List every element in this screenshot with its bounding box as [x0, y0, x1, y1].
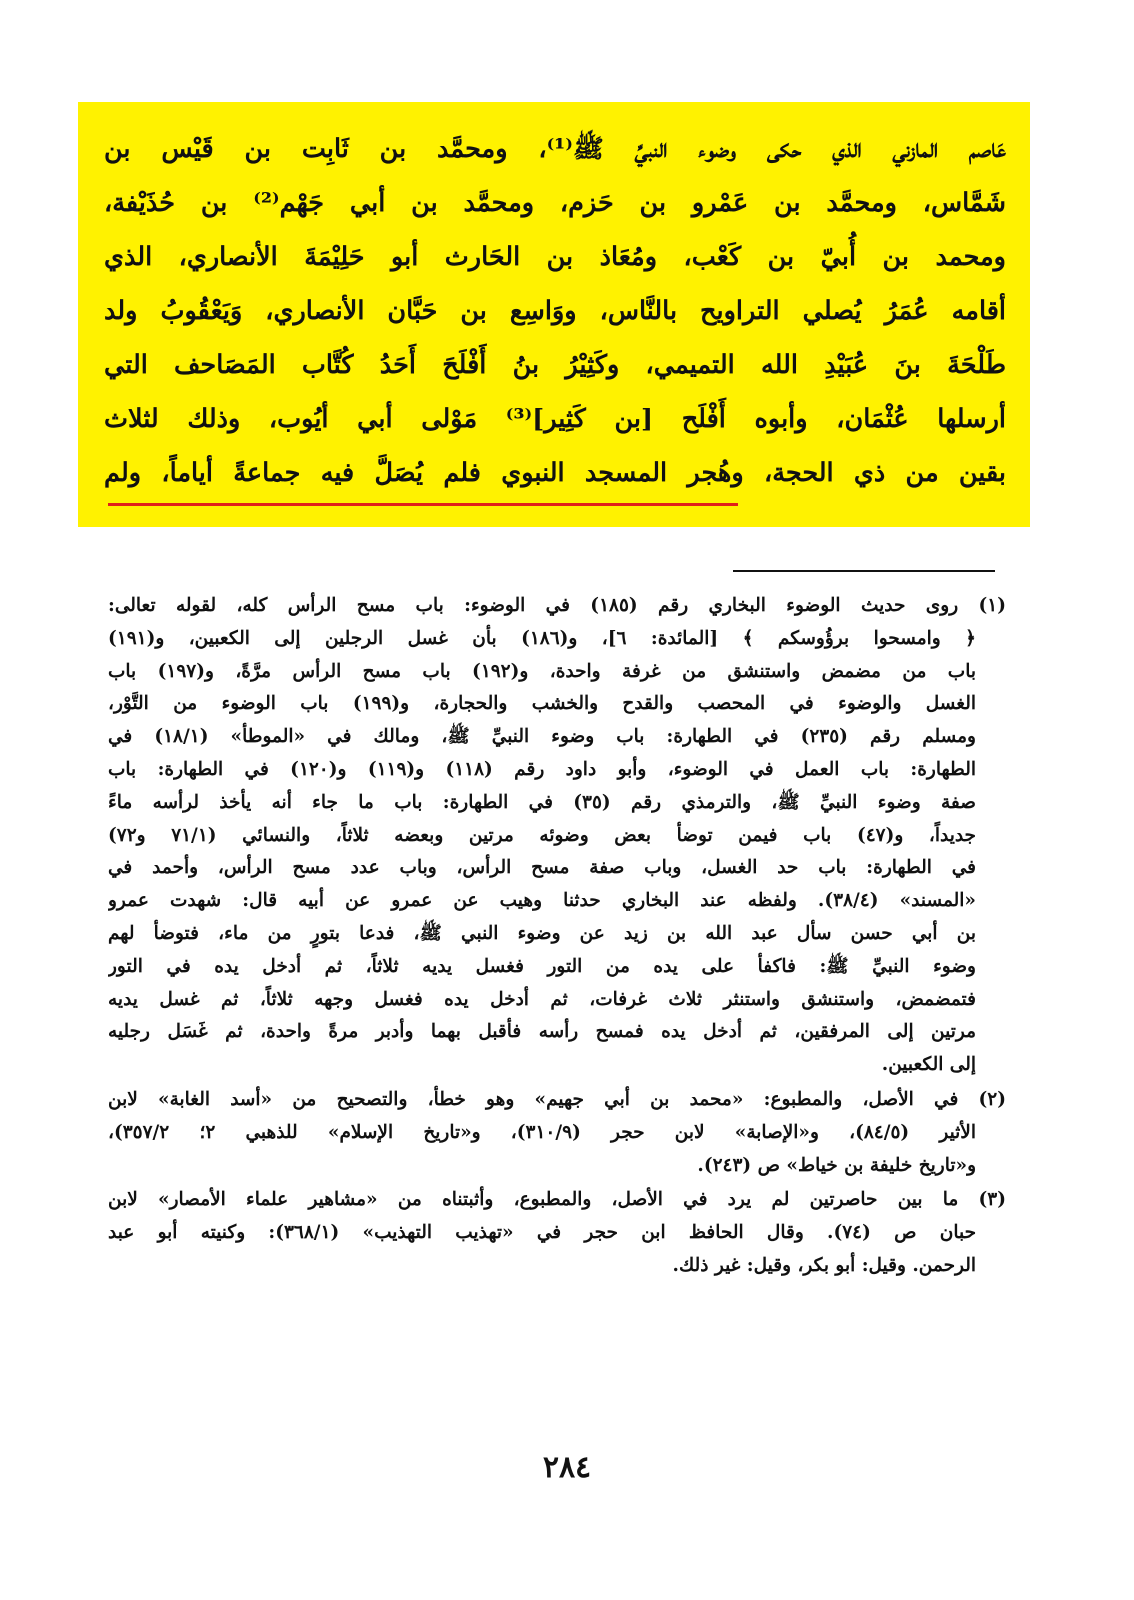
main-text-line: بقين من ذي الحجة، وهُجر المسجد النبوي فلم يُصَلَّ فيه جماعةً أياماً، ولم — [104, 458, 1006, 488]
footnote-2 — [108, 1084, 1006, 1182]
footnote-line: حبان ص (٧٤). وقال الحافظ ابن حجر في «تهذيب التهذيب» (٣٦٨/١): وكنيته أبو عبد — [108, 1222, 976, 1244]
main-text-line: أقامه عُمَرُ يُصلي التراويح بالنَّاس، ووَاسِع بن حَبَّان الأنصاري، وَيَعْقُوبُ ولد — [104, 296, 1006, 326]
footnote-line: صفة وضوء النبيِّ ﷺ، والترمذي رقم (٣٥) في الطهارة: باب ما جاء أنه يأخذ لرأسه ماءً — [108, 791, 976, 813]
main-text-line: شَمَّاس، ومحمَّد بن عَمْرو بن حَزم، ومحمَّد بن أبي جَهْم⁽²⁾ بن حُذَيْفة، — [104, 188, 1006, 218]
footnote-line: ﴿ وامسحوا برؤُوسكم ﴾ [المائدة: ٦]، و(١٨٦) بأن غسل الرجلين إلى الكعبين، و(١٩١) — [108, 627, 977, 649]
footnote-line: في الطهارة: باب حد الغسل، وباب صفة مسح الرأس، وباب عدد مسح الرأس، وأحمد في — [108, 857, 976, 879]
footnote-line: الطهارة: باب العمل في الوضوء، وأبو داود رقم (١١٨) و(١١٩) و(١٢٠) في الطهارة: باب — [108, 758, 976, 780]
footnote-line: وضوء النبيِّ ﷺ: فاكفأ على يده من التور فغسل يديه ثلاثاً، ثم أدخل يده في التور — [108, 955, 976, 977]
main-text-line: عَاصم المازني الذي حكى وضوء النبيِّ ﷺ⁽¹⁾، ومحمَّد بن ثَابِت بن قَيْس بن — [104, 134, 1006, 164]
footnote-line: مرتين إلى المرفقين، ثم أدخل يده فمسح رأسه فأقبل بهما وأدبر مرةً واحدة، ثم غَسَل رجليه — [108, 1021, 976, 1043]
footnote-line: باب من مضمض واستنشق من غرفة واحدة، و(١٩٢) باب مسح الرأس مرَّةً، و(١٩٧) باب — [108, 660, 976, 682]
footnote-line: (٣) ما بين حاصرتين لم يرد في الأصل، والمطبوع، وأثبتناه من «مشاهير علماء الأمصار» لابن — [108, 1189, 1006, 1211]
footnote-line: بن أبي حسن سأل عبد الله بن زيد عن وضوء النبي ﷺ، فدعا بتورٍ من ماء، فتوضأ لهم — [108, 922, 976, 944]
footnote-line: إلى الكعبين. — [881, 1054, 976, 1076]
red-underline — [108, 503, 738, 506]
main-text-line: أرسلها عُثْمَان، وأبوه أَفْلَح [بن كَثِير]⁽³⁾ مَوْلى أبي أيُوب، وذلك لثلاث — [104, 404, 1006, 434]
footnote-line: «المسند» (٣٨/٤). ولفظه عند البخاري حدثنا وهيب عن عمرو عن أبيه قال: شهدت عمرو — [108, 890, 976, 912]
footnote-3 — [108, 1184, 1006, 1282]
footnote-line: الرحمن. وقيل: أبو بكر، وقيل: غير ذلك. — [672, 1254, 976, 1276]
footnote-line: و«تاريخ خليفة بن خياط» ص (٢٤٣). — [697, 1154, 976, 1176]
footnote-line: (١) روى حديث الوضوء البخاري رقم (١٨٥) في الوضوء: باب مسح الرأس كله، لقوله تعالى: — [108, 595, 1006, 616]
footnote-line: جديداً، و(٤٧) باب فيمن توضأ بعض وضوئه مرتين وبعضه ثلاثاً، والنسائي (٧١/١ و٧٢) — [108, 824, 976, 846]
main-text-line: ومحمد بن أُبيّ بن كَعْب، ومُعَاذ بن الحَارث أبو حَلِيْمَةَ الأنصاري، الذي — [104, 242, 1006, 272]
main-text-line: طَلْحَةَ بنَ عُبَيْدِ الله التميمي، وكَثِيْرُ بنُ أَفْلَحَ أَحَدُ كُتَّاب المَصَاحف التي — [104, 350, 1006, 380]
footnote-line: ومسلم رقم (٢٣٥) في الطهارة: باب وضوء النبيِّ ﷺ، ومالك في «الموطأ» (١٨/١) في — [108, 726, 976, 748]
footnotes — [108, 590, 1006, 1283]
footnote-separator — [733, 570, 995, 572]
main-text-block — [104, 122, 1006, 500]
footnote-line: الأثير (٨٤/٥)، و«الإصابة» لابن حجر (٣١٠/٩)، و«تاريخ الإسلام» للذهبي ٢؛ ٣٥٧/٢)، — [108, 1121, 976, 1143]
footnote-line: الغسل والوضوء في المحصب والقدح والخشب والحجارة، و(١٩٩) باب الوضوء من التَّوْر، — [108, 693, 976, 715]
footnote-1 — [108, 590, 1006, 1082]
footnote-line: فتمضمض، واستنشق واستنثر ثلاث غرفات، ثم أدخل يده فغسل وجهه ثلاثاً، ثم غسل يديه — [108, 988, 976, 1010]
page-number: ٢٨٤ — [542, 1450, 592, 1485]
footnote-line: (٢) في الأصل، والمطبوع: «محمد بن أبي جهيم» وهو خطأ، والتصحيح من «أسد الغابة» لابن — [108, 1088, 1006, 1110]
